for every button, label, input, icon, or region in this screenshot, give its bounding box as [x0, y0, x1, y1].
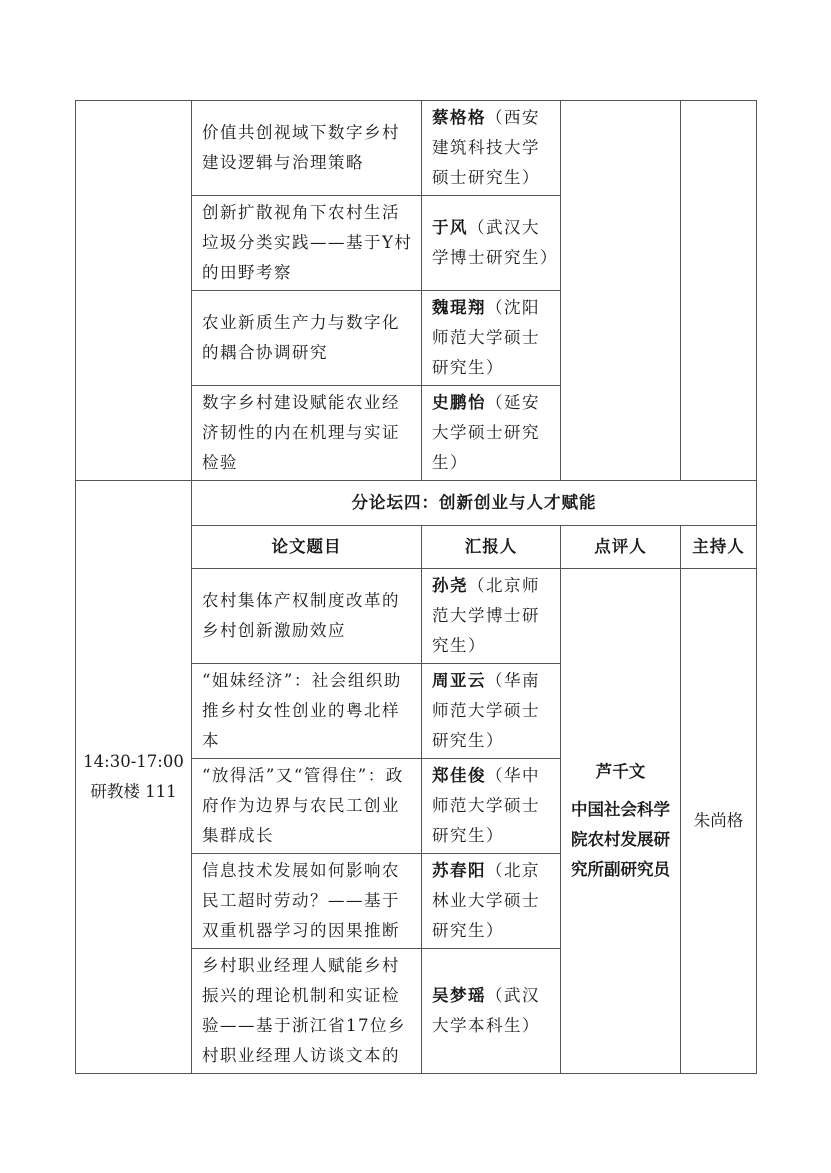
paper-title: 创新扩散视角下农村生活垃圾分类实践——基于Y村的田野考察 [192, 196, 422, 291]
presenter [422, 854, 561, 949]
presenter-name: 魏琨翔 [432, 298, 486, 317]
forum-time: 14:30-17:00 [83, 752, 184, 771]
presenter-name: 孙尧 [432, 576, 468, 595]
header-host: 主持人 [681, 526, 757, 569]
paper-title: 价值共创视域下数字乡村建设逻辑与治理策略 [192, 101, 422, 196]
presenter-affiliation: （沈阳师范大学硕士研究生） [432, 298, 540, 377]
presenter-affiliation: （华中师范大学硕士研究生） [432, 766, 540, 845]
presenter-name: 蔡格格 [432, 108, 486, 127]
header-presenter: 汇报人 [422, 526, 561, 569]
host-cell: 朱尚格 [681, 569, 757, 1074]
presenter-name: 苏春阳 [432, 861, 486, 880]
reviewer-cell [561, 569, 681, 1074]
reviewer-name: 芦千文 [595, 762, 646, 781]
reviewer-affiliation: 中国社会科学院农村发展研究所副研究员 [571, 800, 670, 879]
presenter-affiliation: （北京师范大学博士研究生） [432, 576, 540, 655]
presenter [422, 101, 561, 196]
paper-title: “放得活”又“管得住”：政府作为边界与农民工创业集群成长 [192, 759, 422, 854]
presenter [422, 949, 561, 1074]
prev-host-cell [681, 101, 757, 481]
presenter-name: 吴梦瑶 [432, 986, 486, 1005]
paper-title: 数字乡村建设赋能农业经济韧性的内在机理与实证检验 [192, 386, 422, 481]
paper-title: 乡村职业经理人赋能乡村振兴的理论机制和实证检验——基于浙江省17位乡村职业经理人访谈文本的 [192, 949, 422, 1074]
presenter-affiliation: （延安大学硕士研究生） [432, 393, 540, 472]
presenter [422, 386, 561, 481]
paper-title: 农业新质生产力与数字化的耦合协调研究 [192, 291, 422, 386]
presenter-name: 郑佳俊 [432, 766, 486, 785]
presenter-affiliation: （西安建筑科技大学硕士研究生） [432, 108, 540, 187]
presenter-name: 周亚云 [432, 671, 486, 690]
agenda-table [75, 100, 757, 1074]
forum-time-location [76, 481, 192, 1074]
presenter [422, 569, 561, 664]
presenter [422, 196, 561, 291]
prev-paper-row [76, 101, 757, 196]
presenter-name: 于风 [432, 218, 468, 237]
header-reviewer: 点评人 [561, 526, 681, 569]
presenter-affiliation: （武汉大学本科生） [432, 986, 540, 1035]
header-paper-title: 论文题目 [192, 526, 422, 569]
prev-time-cell [76, 101, 192, 481]
paper-title: 农村集体产权制度改革的乡村创新激励效应 [192, 569, 422, 664]
presenter [422, 759, 561, 854]
presenter [422, 291, 561, 386]
paper-title: 信息技术发展如何影响农民工超时劳动？——基于双重机器学习的因果推断 [192, 854, 422, 949]
presenter-affiliation: （武汉大学博士研究生） [432, 218, 558, 267]
prev-reviewer-cell [561, 101, 681, 481]
forum-title-row [76, 481, 757, 526]
forum-location: 研教楼 111 [90, 782, 177, 801]
presenter [422, 664, 561, 759]
forum-title: 分论坛四：创新创业与人才赋能 [192, 481, 757, 526]
presenter-name: 史鹏怡 [432, 393, 486, 412]
paper-title: “姐妹经济”：社会组织助推乡村女性创业的粤北样本 [192, 664, 422, 759]
presenter-affiliation: （北京林业大学硕士研究生） [432, 861, 540, 940]
presenter-affiliation: （华南师范大学硕士研究生） [432, 671, 540, 750]
